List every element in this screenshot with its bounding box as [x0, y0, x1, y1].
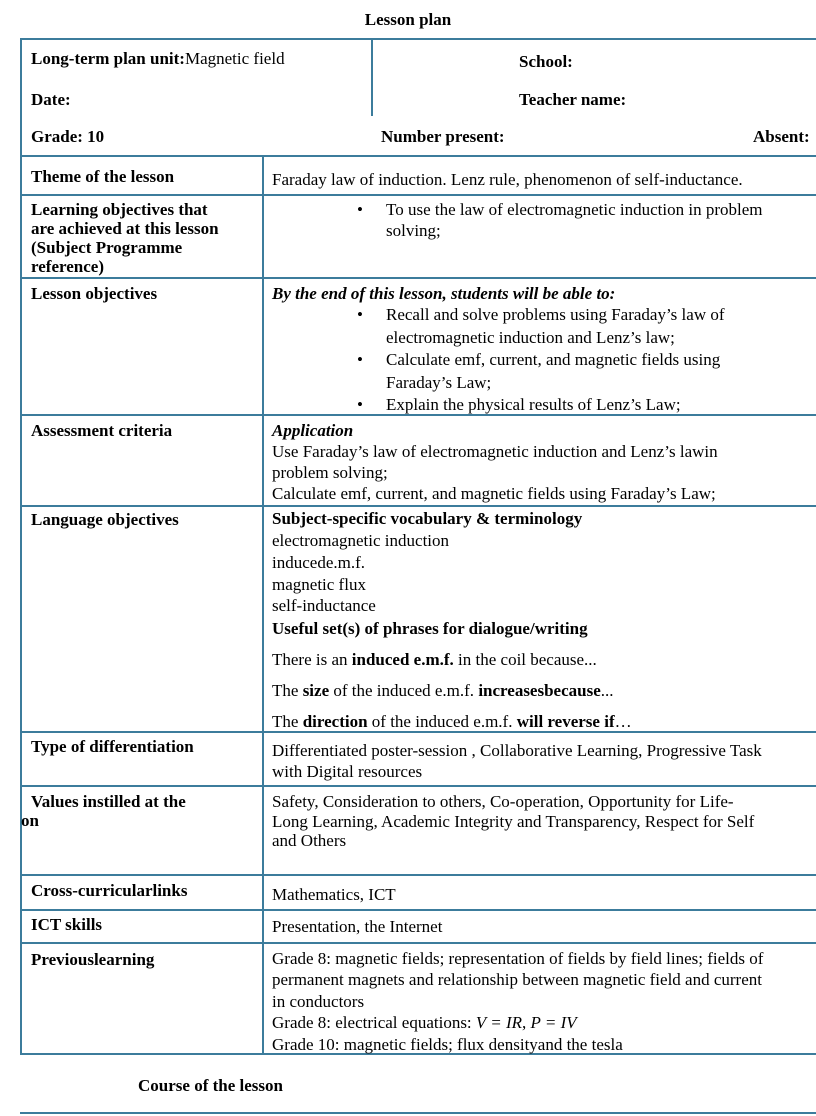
equation-line: Grade 8: electrical equations: V = IR, P = IV: [272, 1013, 577, 1033]
values-label-continuation: on: [21, 811, 39, 830]
grade-label: Grade: 10: [31, 127, 105, 146]
cross-curricular-label: Cross-curricularlinks: [31, 881, 188, 900]
differentiation-label: Type of differentiation: [31, 737, 194, 756]
assessment-heading: Application: [272, 421, 354, 440]
assessment-text: Use Faraday’s law of electromagnetic induction and Lenz’s lawin problem solving; Calculate emf, current, and magnetic fields using Faraday’s Law;: [272, 442, 718, 503]
phrase-line: The size of the induced e.m.f. increasesbecause...: [272, 681, 614, 700]
teacher-name-label: Teacher name:: [519, 90, 627, 109]
learning-objectives-list: [386, 199, 762, 241]
phrase-line: There is an induced e.m.f. in the coil because...: [272, 650, 597, 669]
number-present-label: Number present:: [381, 127, 505, 146]
language-objectives-label: Language objectives: [31, 510, 179, 529]
ict-skills-text: Presentation, the Internet: [272, 917, 443, 936]
vocabulary-list: electromagnetic induction inducede.m.f. magnetic flux self-inductance: [272, 531, 450, 616]
course-of-lesson-heading: Course of the lesson: [138, 1076, 283, 1095]
previous-learning-label: Previouslearning: [31, 950, 155, 969]
unit-label: Long-term plan unit:: [31, 49, 185, 68]
list-item: • Explain the physical results of Lenz’s Law;: [386, 394, 725, 417]
absent-label: Absent:: [753, 127, 810, 146]
unit-value: Magnetic field: [184, 49, 285, 68]
lesson-objectives-list: [386, 304, 725, 417]
lesson-objectives-intro: By the end of this lesson, students will be able to:: [272, 284, 616, 303]
values-text: Safety, Consideration to others, Co-operation, Opportunity for Life- Long Learning, Academic Integrity and Transparency, Respect for Self and Others: [272, 792, 755, 850]
previous-learning-text: Grade 8: magnetic fields; representation of fields by field lines; fields of permanent magnets and relationship between magnetic field and current in conductors Grade 8: electrical equations: V = IR, P = IV Grade 10: magnetic fields; flux densityand the tesla: [272, 949, 764, 1054]
phrase-line: The direction of the induced e.m.f. will reverse if…: [272, 712, 632, 731]
unit-field: [31, 48, 285, 69]
differentiation-text: Differentiated poster-session , Collaborative Learning, Progressive Task with Digital resources: [272, 741, 762, 781]
date-label: Date:: [31, 90, 71, 109]
theme-text: Faraday law of induction. Lenz rule, phenomenon of self-inductance.: [272, 170, 743, 189]
vocabulary-heading: Subject-specific vocabulary & terminology: [272, 509, 583, 528]
list-item: • Recall and solve problems using Faraday’s law of electromagnetic induction and Lenz’s law;: [386, 304, 725, 349]
theme-label: Theme of the lesson: [31, 167, 175, 186]
phrases-heading: Useful set(s) of phrases for dialogue/writing: [272, 619, 588, 638]
learning-objectives-label: Learning objectives that are achieved at this lesson (Subject Programme reference): [31, 200, 219, 276]
cross-curricular-text: Mathematics, ICT: [272, 885, 396, 904]
school-label: School:: [519, 52, 573, 71]
list-item: • To use the law of electromagnetic induction in problem solving;: [386, 199, 762, 241]
list-item: • Calculate emf, current, and magnetic fields using Faraday’s Law;: [386, 349, 725, 394]
ict-skills-label: ICT skills: [31, 915, 103, 934]
lesson-objectives-label: Lesson objectives: [31, 284, 158, 303]
values-label: Values instilled at the: [31, 792, 186, 811]
assessment-criteria-label: Assessment criteria: [31, 421, 173, 440]
document-title: Lesson plan: [364, 10, 452, 29]
